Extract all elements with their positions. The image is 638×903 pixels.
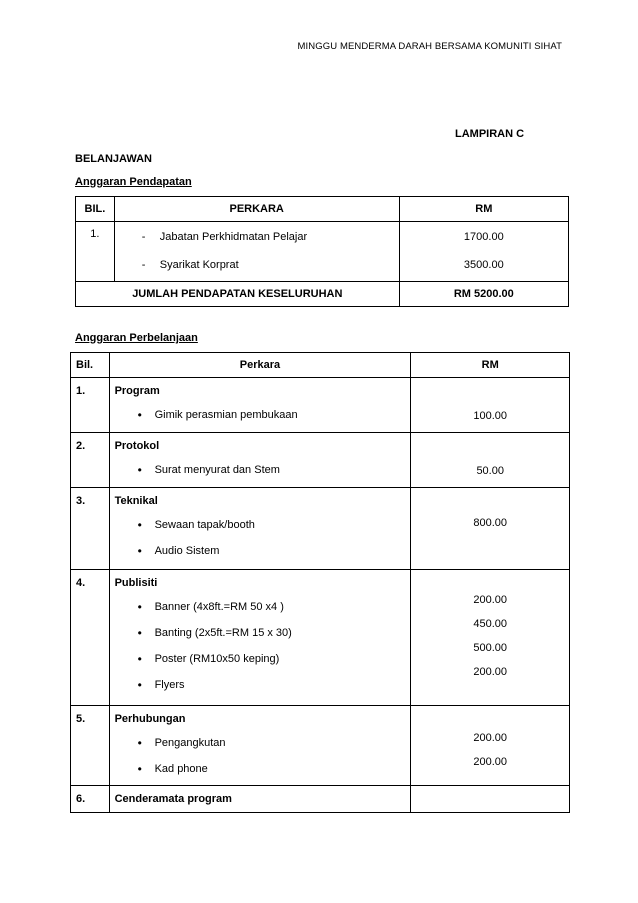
dash-marker: - — [141, 259, 146, 271]
expense-col-rm: RM — [411, 353, 570, 378]
row-amounts — [411, 378, 570, 433]
row-content — [109, 570, 411, 706]
row-number: 2. — [71, 433, 110, 488]
income-total-label: JUMLAH PENDAPATAN KESELURUHAN — [76, 282, 400, 307]
row-amounts — [411, 433, 570, 488]
table-row — [71, 570, 570, 706]
expense-col-bil: Bil. — [71, 353, 110, 378]
amount-value: 200.00 — [473, 756, 508, 768]
income-header-row — [76, 197, 569, 222]
expense-col-perkara: Perkara — [109, 353, 411, 378]
appendix-label: LAMPIRAN C — [455, 128, 525, 140]
table-row — [71, 786, 570, 813]
item-name: Sewaan tapak/booth — [154, 519, 255, 531]
header-note: MINGGU MENDERMA DARAH BERSAMA KOMUNITI SIHAT — [297, 41, 562, 52]
amount-value: 500.00 — [473, 642, 508, 654]
category-label: Teknikal — [114, 495, 158, 507]
list-item — [110, 730, 411, 756]
list-item — [110, 756, 411, 782]
row-content — [109, 378, 411, 433]
list-item — [110, 402, 411, 428]
expense-header-row — [71, 353, 570, 378]
list-item — [110, 594, 411, 620]
item-name: Kad phone — [154, 763, 208, 775]
row-number: 4. — [71, 570, 110, 706]
row-amounts — [411, 706, 570, 786]
row-content — [109, 433, 411, 488]
row-number: 3. — [71, 488, 110, 570]
bullet-icon: • — [137, 762, 142, 776]
item-name: Pengangkutan — [154, 737, 226, 749]
item-name: Audio Sistem — [154, 545, 220, 557]
row-number: 6. — [71, 786, 110, 813]
table-row — [71, 433, 570, 488]
income-heading: Anggaran Pendapatan — [75, 176, 192, 188]
list-item — [110, 512, 411, 538]
income-table — [75, 196, 569, 307]
amount-value: 200.00 — [473, 594, 508, 606]
income-amounts — [399, 222, 568, 282]
category-label: Protokol — [114, 440, 160, 452]
row-amounts — [411, 570, 570, 706]
row-content — [109, 488, 411, 570]
row-amounts — [411, 786, 570, 813]
item-name: Banner (4x8ft.=RM 50 x4 ) — [154, 601, 284, 613]
row-content — [109, 786, 411, 813]
income-col-perkara: PERKARA — [114, 197, 399, 222]
table-row — [71, 378, 570, 433]
dash-marker: - — [141, 231, 146, 243]
category-label: Publisiti — [114, 577, 158, 589]
list-item — [115, 256, 399, 274]
amount-value: 200.00 — [473, 732, 508, 744]
income-total-value: RM 5200.00 — [399, 282, 568, 307]
category-label: Program — [114, 385, 160, 397]
source-name: Jabatan Perkhidmatan Pelajar — [159, 231, 308, 243]
amount-value: 100.00 — [473, 410, 508, 422]
bullet-icon: • — [137, 463, 142, 477]
item-name: Poster (RM10x50 keping) — [154, 653, 280, 665]
amount-value: 800.00 — [473, 517, 508, 529]
list-item — [110, 646, 411, 672]
list-item — [110, 538, 411, 564]
income-sources — [114, 222, 399, 282]
item-name: Gimik perasmian pembukaan — [154, 409, 298, 421]
amount-value: 450.00 — [473, 618, 508, 630]
document-title: BELANJAWAN — [75, 153, 153, 165]
bullet-icon: • — [137, 544, 142, 558]
source-name: Syarikat Korprat — [159, 259, 239, 271]
amount-value: 200.00 — [473, 666, 508, 678]
list-item — [110, 457, 411, 483]
bullet-icon: • — [137, 736, 142, 750]
item-name: Flyers — [154, 679, 185, 691]
item-name: Surat menyurat dan Stem — [154, 464, 280, 476]
bullet-icon: • — [137, 626, 142, 640]
bullet-icon: • — [137, 678, 142, 692]
expense-heading: Anggaran Perbelanjaan — [75, 332, 198, 344]
bullet-icon: • — [137, 518, 142, 532]
income-bil: 1. — [76, 222, 115, 282]
row-content — [109, 706, 411, 786]
row-amounts — [411, 488, 570, 570]
category-label: Cenderamata program — [114, 793, 232, 805]
row-number: 5. — [71, 706, 110, 786]
row-number: 1. — [71, 378, 110, 433]
bullet-icon: • — [137, 408, 142, 422]
income-total-row — [76, 282, 569, 307]
expense-table — [70, 352, 570, 813]
item-name: Banting (2x5ft.=RM 15 x 30) — [154, 627, 292, 639]
income-col-bil: BIL. — [76, 197, 115, 222]
amount-value: 3500.00 — [463, 259, 504, 271]
list-item — [110, 620, 411, 646]
table-row — [71, 706, 570, 786]
income-col-rm: RM — [399, 197, 568, 222]
bullet-icon: • — [137, 652, 142, 666]
list-item — [115, 228, 399, 246]
category-label: Perhubungan — [114, 713, 186, 725]
amount-value: 50.00 — [476, 465, 504, 477]
table-row — [76, 222, 569, 282]
list-item — [110, 672, 411, 698]
amount-value: 1700.00 — [463, 231, 504, 243]
table-row — [71, 488, 570, 570]
bullet-icon: • — [137, 600, 142, 614]
